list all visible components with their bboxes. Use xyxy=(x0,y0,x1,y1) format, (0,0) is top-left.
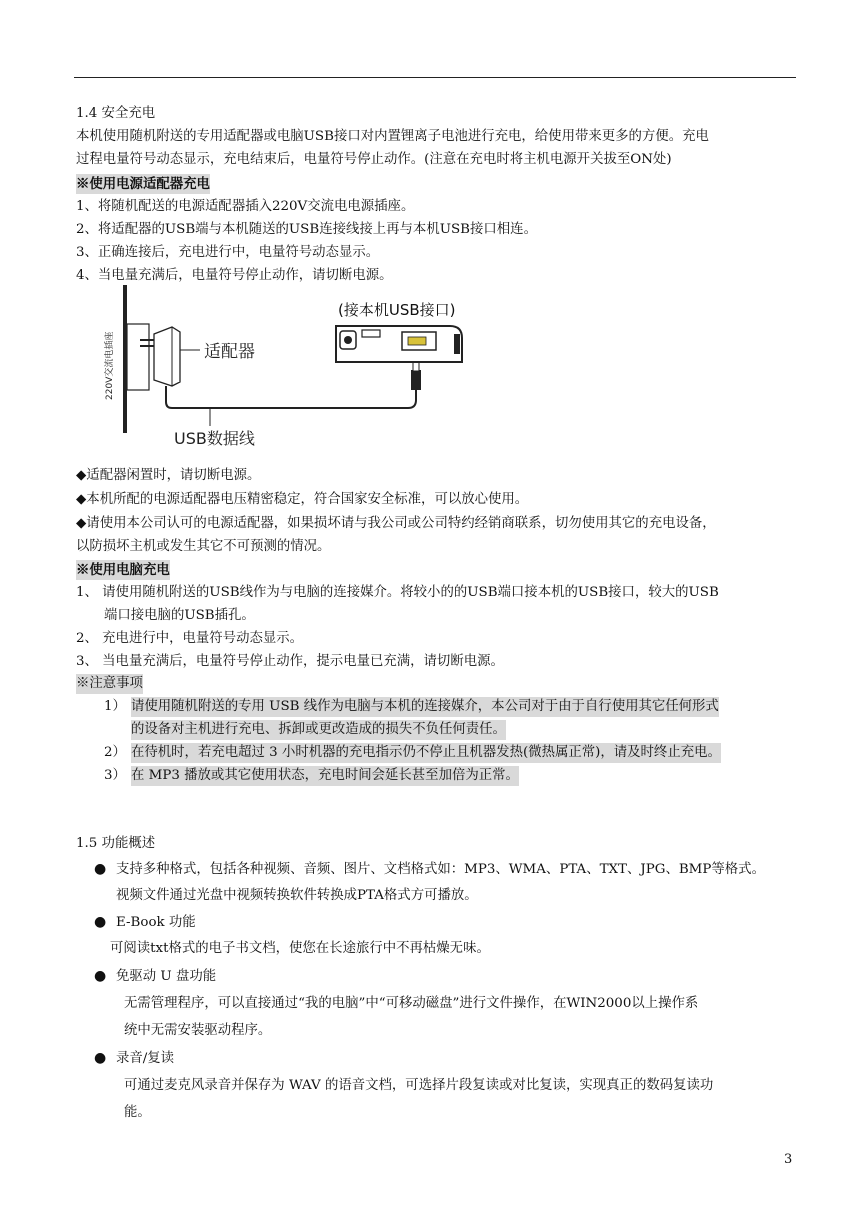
adapter-icon xyxy=(154,327,180,386)
page-number: 3 xyxy=(784,1152,793,1167)
feature-body: 统中无需安装驱动程序。 xyxy=(124,1023,272,1038)
note-line: 以防损坏主机或发生其它不可预测的情况。 xyxy=(76,539,331,554)
feature-body: 可通过麦克风录音并保存为 WAV 的语音文档，可选择片段复读或对比复读，实现真正的数码复读功 xyxy=(124,1078,714,1093)
socket-label: 220V交流电插座 xyxy=(105,331,115,400)
usb-port-label: (接本机USB接口) xyxy=(338,301,456,319)
caution-number: 3） xyxy=(104,768,126,783)
section-title-1-5: 1.5 功能概述 xyxy=(76,836,156,851)
feature-heading: 支持多种格式，包括各种视频、音频、图片、文档格式如：MP3、WMA、PTA、TXT、JPG、BMP等格式。 xyxy=(116,862,765,877)
section-title-1-4: 1.4 安全充电 xyxy=(76,106,156,121)
caution-text: 在 MP3 播放或其它使用状态，充电时间会延长甚至加倍为正常。 xyxy=(131,766,519,786)
feature-heading: E-Book 功能 xyxy=(116,915,196,930)
usb-cable xyxy=(166,386,416,408)
adapter-step: 3、正确连接后，充电进行中，电量符号动态显示。 xyxy=(76,245,380,260)
feature-heading: 录音/复读 xyxy=(116,1051,175,1066)
pc-step-continued: 端口接电脑的USB插孔。 xyxy=(104,608,255,623)
feature-body: 视频文件通过光盘中视频转换软件转换成PTA格式方可播放。 xyxy=(116,888,478,903)
intro-line-1: 本机使用随机附送的专用适配器或电脑USB接口对内置锂离子电池进行充电，给使用带来更多的方便。充电 xyxy=(76,129,709,144)
pc-step: 1、 请使用随机附送的USB线作为与电脑的连接媒介。将较小的的USB端口接本机的USB接口，较大的USB xyxy=(76,585,719,600)
usb-plug xyxy=(411,370,421,390)
feature-heading: 免驱动 U 盘功能 xyxy=(116,969,217,984)
pc-heading: ※使用电脑充电 xyxy=(76,562,170,578)
note-line: ◆本机所配的电源适配器电压精密稳定，符合国家安全标准，可以放心使用。 xyxy=(76,492,529,507)
note-line: ◆请使用本公司认可的电源适配器，如果损坏请与我公司或公司特约经销商联系，切勿使用其它的充电设备， xyxy=(76,516,716,531)
caution-text: 请使用随机附送的专用 USB 线作为电脑与本机的连接媒介，本公司对于由于自行使用其它任何形式 xyxy=(131,697,719,717)
bullet-icon: ● xyxy=(94,968,107,984)
intro-line-2: 过程电量符号动态显示，充电结束后，电量符号停止动作。(注意在充电时将主机电源开关拔至ON处) xyxy=(76,152,672,167)
bullet-icon: ● xyxy=(94,1050,107,1066)
caution-number: 2） xyxy=(104,745,126,760)
note-line: ◆适配器闲置时，请切断电源。 xyxy=(76,468,261,483)
pc-step: 3、 当电量充满后，电量符号停止动作，提示电量已充满，请切断电源。 xyxy=(76,654,504,669)
adapter-step: 2、将适配器的USB端与本机随送的USB连接线接上再与本机USB接口相连。 xyxy=(76,222,537,237)
caution-number: 1） xyxy=(104,699,126,714)
charging-diagram xyxy=(90,282,480,450)
pc-step: 2、 充电进行中，电量符号动态显示。 xyxy=(76,631,304,646)
cable-label: USB数据线 xyxy=(174,429,255,448)
player-device xyxy=(336,326,462,362)
caution-text: 在待机时，若充电超过 3 小时机器的充电指示仍不停止且机器发热(微热属正常)，请及时终止充电。 xyxy=(131,743,721,763)
bullet-icon: ● xyxy=(94,861,107,877)
feature-body: 可阅读txt格式的电子书文档，使您在长途旅行中不再枯燥无味。 xyxy=(110,941,490,956)
adapter-step: 1、将随机配送的电源适配器插入220V交流电电源插座。 xyxy=(76,199,415,214)
feature-body: 能。 xyxy=(124,1105,151,1120)
caution-heading: ※注意事项 xyxy=(76,674,143,694)
header-rule xyxy=(74,77,796,78)
adapter-heading: ※使用电源适配器充电 xyxy=(76,176,210,192)
adapter-step: 4、当电量充满后，电量符号停止动作，请切断电源。 xyxy=(76,268,393,283)
feature-body: 无需管理程序，可以直接通过“我的电脑”中“可移动磁盘”进行文件操作，在WIN2000以上操作系 xyxy=(124,996,699,1011)
caution-text: 的设备对主机进行充电、拆卸或更改造成的损失不负任何责任。 xyxy=(131,720,506,740)
bullet-icon: ● xyxy=(94,914,107,930)
adapter-label: 适配器 xyxy=(204,342,255,362)
